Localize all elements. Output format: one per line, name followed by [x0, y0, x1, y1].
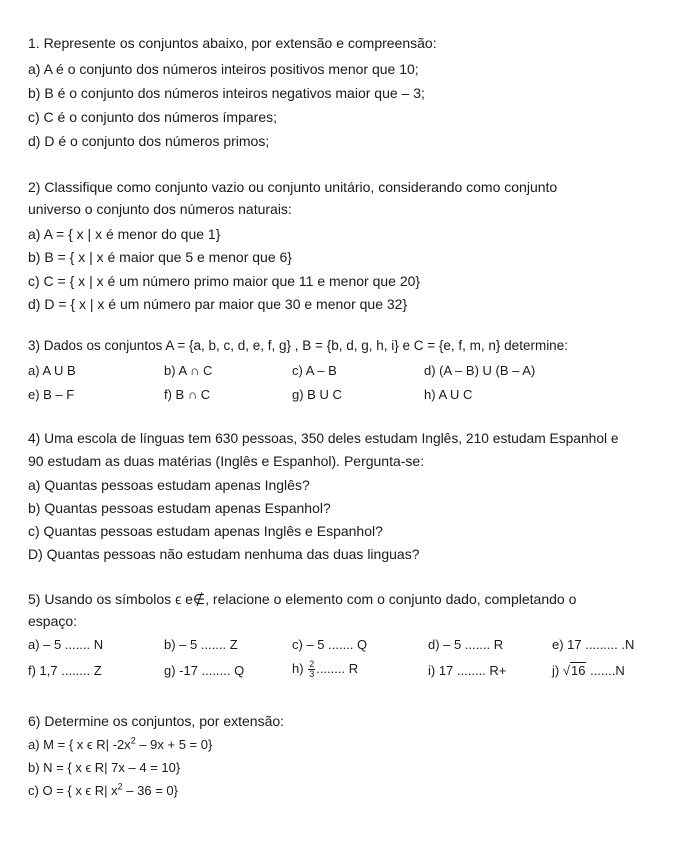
- q4-title-line2: 90 estudam as duas matérias (Inglês e Espanhol). Pergunta-se:: [28, 453, 425, 469]
- q5-item-f: f) 1,7 ........ Z: [28, 663, 102, 678]
- q6-item-a: [28, 736, 212, 754]
- q1-item-a: a) A é o conjunto dos números inteiros positivos menor que 10;: [28, 61, 419, 77]
- q6-item-c-suffix: – 36 = 0}: [122, 783, 178, 798]
- q1-title: 1. Represente os conjuntos abaixo, por extensão e compreensão:: [28, 35, 437, 51]
- q5-item-d: d) – 5 ....... R: [428, 637, 504, 652]
- q3-row-2: [28, 386, 678, 404]
- q5-item-e: e) 17 ......... .N: [552, 637, 635, 652]
- q2-item-c: c) C = { x | x é um número primo maior que 11 e menor que 20}: [28, 273, 421, 289]
- q3-item-g: g) B U C: [292, 387, 342, 402]
- q6-item-c-prefix: c) O = { x ϵ R| x: [28, 783, 118, 798]
- q2-title-line2: universo o conjunto dos números naturais:: [28, 201, 292, 217]
- q5-row-2: [28, 660, 678, 684]
- square-root: [563, 662, 587, 680]
- q3-item-e: e) B – F: [28, 387, 75, 402]
- q3-row-1: [28, 362, 678, 380]
- q5-row-1: [28, 636, 678, 654]
- q4-item-d: D) Quantas pessoas não estudam nenhuma das duas linguas?: [28, 546, 420, 562]
- q1-item-b: b) B é o conjunto dos números inteiros negativos maior que – 3;: [28, 85, 425, 101]
- q4-item-a: a) Quantas pessoas estudam apenas Inglês?: [28, 477, 310, 493]
- q6-item-a-prefix: a) M = { x ϵ R| -2x: [28, 737, 131, 752]
- q2-item-d: d) D = { x | x é um número par maior que 30 e menor que 32}: [28, 296, 408, 312]
- radicand: 16: [570, 663, 586, 678]
- q4-title-line1: 4) Uma escola de línguas tem 630 pessoas, 350 deles estudam Inglês, 210 estudam Espanhol e: [28, 431, 619, 446]
- q5-item-h-prefix: h): [292, 661, 304, 676]
- q3-item-d: d) (A – B) U (B – A): [424, 363, 536, 378]
- fraction-numerator: 2: [309, 659, 315, 670]
- q2-item-b: b) B = { x | x é maior que 5 e menor que 6}: [28, 249, 292, 265]
- q2-title-line1: 2) Classifique como conjunto vazio ou conjunto unitário, considerando como conjunto: [28, 179, 558, 195]
- q5-item-i: i) 17 ........ R+: [428, 663, 507, 678]
- fraction-denominator: 3: [309, 669, 315, 680]
- q5-item-h-suffix: ........ R: [316, 661, 359, 676]
- q3-item-c: c) A – B: [292, 363, 337, 378]
- q6-item-c-exponent: 2: [117, 781, 123, 792]
- q2-item-a: a) A = { x | x é menor do que 1}: [28, 226, 221, 242]
- q5-title-line2: espaço:: [28, 613, 78, 629]
- q1-item-c: c) C é o conjunto dos números ímpares;: [28, 109, 278, 125]
- q3-item-a: a) A U B: [28, 363, 76, 378]
- q3-item-b: b) A ∩ C: [164, 363, 213, 378]
- q5-item-j-suffix: .......N: [590, 663, 625, 678]
- q4-item-c: c) Quantas pessoas estudam apenas Inglês e Espanhol?: [28, 523, 383, 539]
- q5-item-g: g) -17 ........ Q: [164, 663, 245, 678]
- q3-title: 3) Dados os conjuntos A = {a, b, c, d, e, f, g} , B = {b, d, g, h, i} e C = {e, f, m, n} determine:: [28, 338, 568, 353]
- q5-item-b: b) – 5 ....... Z: [164, 637, 238, 652]
- radical-sign-icon: √: [562, 663, 570, 678]
- q6-item-c: [28, 782, 178, 800]
- q5-item-h: [292, 660, 358, 679]
- q5-item-c: c) – 5 ....... Q: [292, 637, 368, 652]
- q5-item-j: [552, 662, 625, 680]
- q5-item-a: a) – 5 ....... N: [28, 637, 104, 652]
- q1-item-d: d) D é o conjunto dos números primos;: [28, 133, 270, 149]
- q6-item-b: b) N = { x ϵ R| 7x – 4 = 10}: [28, 760, 181, 775]
- q6-item-a-suffix: – 9x + 5 = 0}: [135, 737, 213, 752]
- q5-title-line1: 5) Usando os símbolos ϵ e∉, relacione o elemento com o conjunto dado, completando o: [28, 591, 577, 607]
- q6-item-a-exponent: 2: [130, 735, 136, 746]
- q5-item-j-prefix: j): [552, 663, 560, 678]
- q4-item-b: b) Quantas pessoas estudam apenas Espanhol?: [28, 500, 331, 516]
- fraction: [308, 660, 315, 679]
- q3-item-h: h) A U C: [424, 387, 473, 402]
- q6-title: 6) Determine os conjuntos, por extensão:: [28, 713, 285, 729]
- q3-item-f: f) B ∩ C: [164, 387, 211, 402]
